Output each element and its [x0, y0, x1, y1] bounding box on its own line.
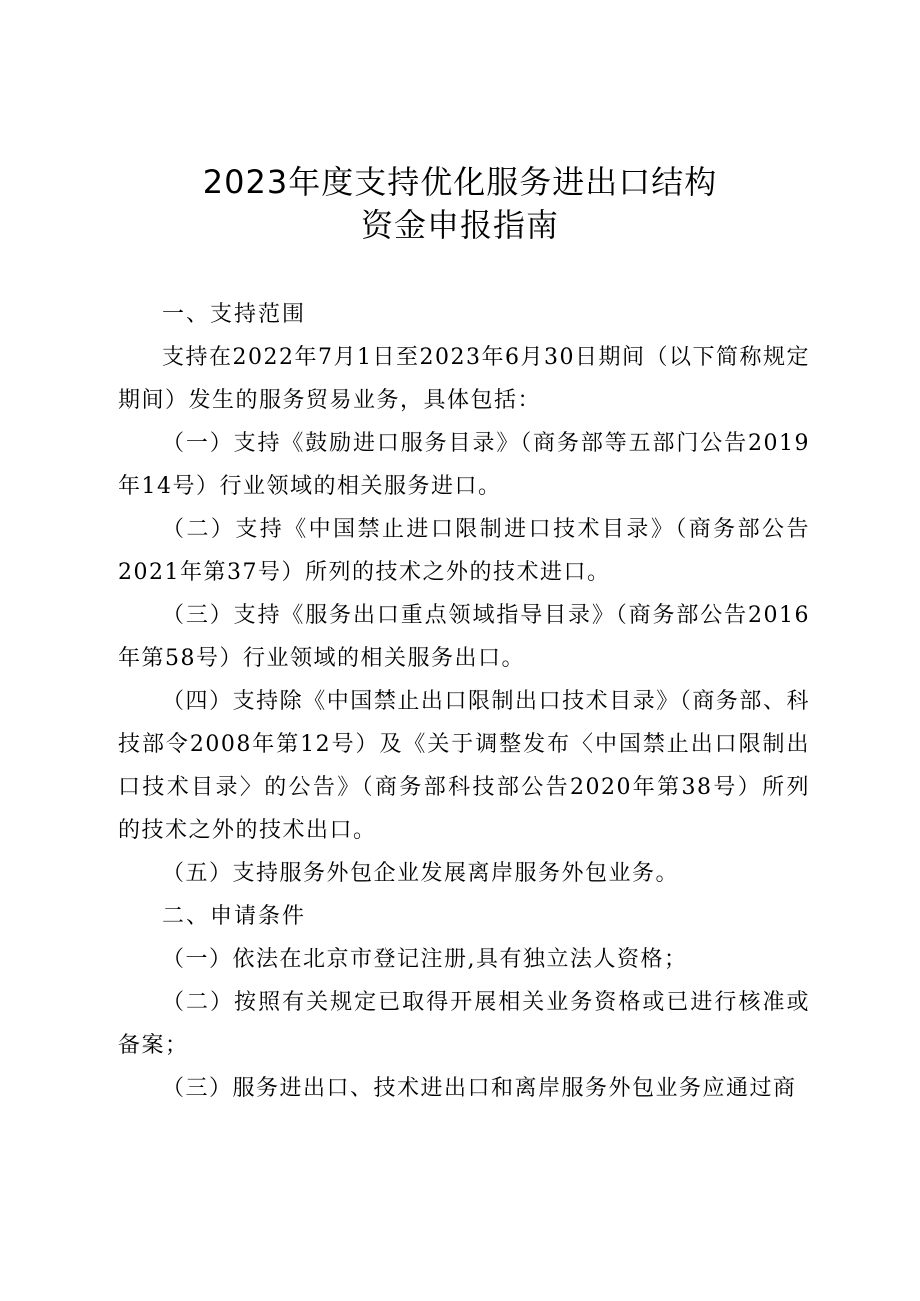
- paragraph-support-item-1: （一）支持《鼓励进口服务目录》（商务部等五部门公告2019年14号）行业领域的相关服务进口。: [118, 431, 810, 499]
- section-heading-support-scope: 一、支持范围: [162, 302, 307, 327]
- paragraph-support-item-5: （五）支持服务外包企业发展离岸服务外包业务。: [162, 861, 680, 886]
- section-heading-conditions: 二、申请条件: [162, 904, 307, 929]
- document-title-line-1: 2023年度支持优化服务进出口结构: [202, 163, 718, 201]
- paragraph-support-item-4: （四）支持除《中国禁止出口限制出口技术目录》（商务部、科技部令2008年第12号）及《关于调整发布〈中国禁止出口限制出口技术目录〉的公告》（商务部科技部公告2020年第38号）所列的技术之外的技术出口。: [118, 689, 810, 843]
- paragraph-support-item-3: （三）支持《服务出口重点领域指导目录》（商务部公告2016年第58号）行业领域的相关服务出口。: [118, 603, 810, 671]
- paragraph-condition-3: （三）服务进出口、技术进出口和离岸服务外包业务应通过商: [162, 1076, 797, 1101]
- paragraph-condition-1: （一）依法在北京市登记注册,具有独立法人资格；: [162, 947, 688, 972]
- document-body: [118, 293, 810, 1110]
- paragraph-support-intro: 支持在2022年7月1日至2023年6月30日期间（以下简称规定期间）发生的服务贸易业务，具体包括：: [118, 345, 810, 413]
- paragraph-support-item-2: （二）支持《中国禁止进口限制进口技术目录》（商务部公告2021年第37号）所列的技术之外的技术进口。: [118, 517, 810, 585]
- paragraph-condition-2: （二）按照有关规定已取得开展相关业务资格或已进行核准或备案；: [118, 990, 810, 1058]
- document-title-line-2: 资金申报指南: [360, 206, 559, 244]
